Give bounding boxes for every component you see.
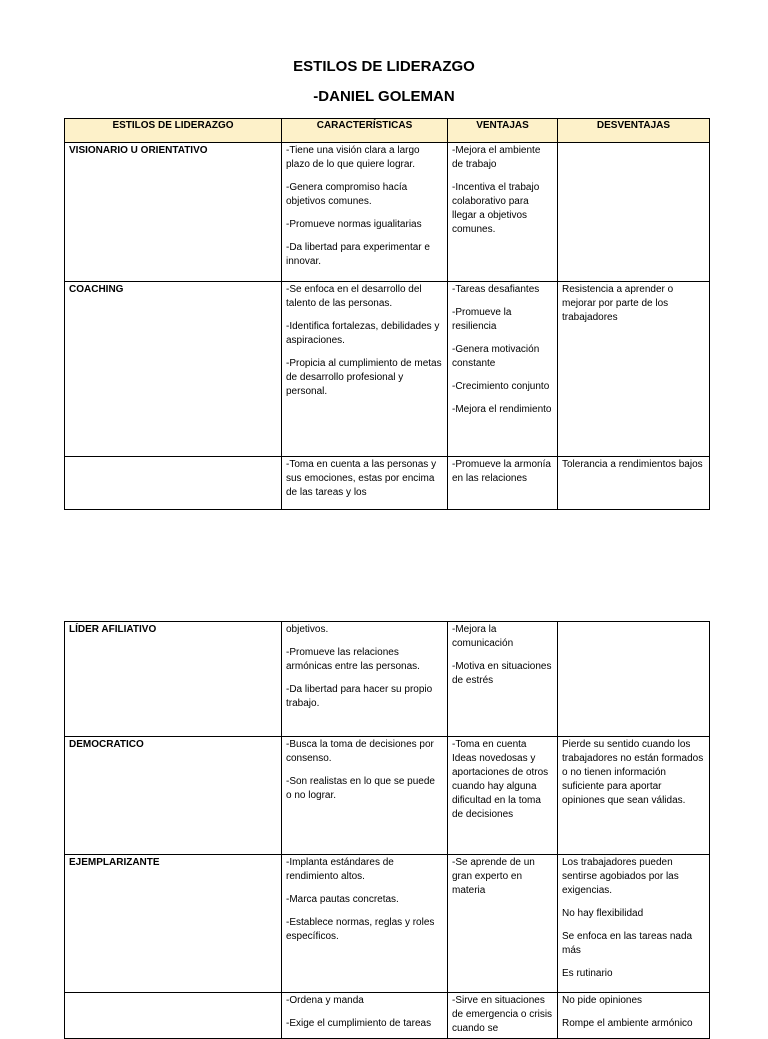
style-name-cell: COACHING (65, 282, 282, 457)
ventajas-item: -Genera motivación constante (452, 344, 540, 369)
desventajas-cell (558, 622, 710, 737)
style-name-cell: VISIONARIO U ORIENTATIVO (65, 143, 282, 282)
desventajas-item: Tolerancia a rendimientos bajos (562, 459, 703, 470)
ventajas-item: -Promueve la resiliencia (452, 307, 512, 332)
ventajas-cell (448, 993, 558, 1039)
caracteristicas-item: -Promueve normas igualitarias (286, 219, 422, 230)
caracteristicas-cell (282, 143, 448, 282)
desventajas-cell (558, 143, 710, 282)
table-row (65, 282, 710, 457)
caracteristicas-item: -Genera compromiso hacía objetivos comunes. (286, 182, 408, 207)
caracteristicas-item: -Da libertad para experimentar e innovar. (286, 242, 430, 267)
desventajas-item: Los trabajadores pueden sentirse agobiados por las exigencias. (562, 857, 679, 896)
header-desventajas: DESVENTAJAS (558, 119, 710, 143)
caracteristicas-item: -Marca pautas concretas. (286, 894, 399, 905)
table-row (65, 993, 710, 1039)
ventajas-item: -Sirve en situaciones de emergencia o crisis cuando se (452, 995, 553, 1034)
header-estilos: ESTILOS DE LIDERAZGO (65, 119, 282, 143)
style-name-cell (65, 457, 282, 510)
ventajas-cell (448, 737, 558, 855)
ventajas-item: -Toma en cuenta Ideas novedosas y aportaciones de otros cuando hay alguna dificultad en la toma de decisiones (452, 739, 549, 820)
caracteristicas-item: -Busca la toma de decisiones por consenso. (286, 739, 434, 764)
document-title: ESTILOS DE LIDERAZGO (293, 58, 475, 75)
desventajas-item: No pide opiniones (562, 995, 643, 1006)
caracteristicas-cell (282, 282, 448, 457)
ventajas-cell (448, 457, 558, 510)
caracteristicas-item: -Son realistas en lo que se puede o no lograr. (286, 776, 435, 801)
desventajas-cell (558, 993, 710, 1039)
caracteristicas-item: -Promueve las relaciones armónicas entre las personas. (286, 647, 420, 672)
style-name-cell: DEMOCRATICO (65, 737, 282, 855)
desventajas-item: Pierde su sentido cuando los trabajadores no están formados o no tienen información suficiente para aportar opiniones que sean válidas. (562, 739, 704, 806)
ventajas-item: -Promueve la armonía en las relaciones (452, 459, 551, 484)
caracteristicas-cell (282, 622, 448, 737)
header-ventajas: VENTAJAS (448, 119, 558, 143)
table-header-row (65, 119, 710, 143)
ventajas-item: -Mejora el rendimiento (452, 404, 552, 415)
style-name-cell: LÍDER AFILIATIVO (65, 622, 282, 737)
caracteristicas-cell (282, 737, 448, 855)
caracteristicas-item: -Exige el cumplimiento de tareas (286, 1018, 432, 1029)
ventajas-item: -Se aprende de un gran experto en materia (452, 857, 535, 896)
leadership-table-page-1 (64, 118, 710, 510)
caracteristicas-item: -Se enfoca en el desarrollo del talento de las personas. (286, 284, 422, 309)
ventajas-cell (448, 622, 558, 737)
desventajas-item: Resistencia a aprender o mejorar por parte de los trabajadores (562, 284, 674, 323)
ventajas-cell (448, 855, 558, 993)
desventajas-item: No hay flexibilidad (562, 908, 644, 919)
caracteristicas-cell (282, 855, 448, 993)
table-row (65, 855, 710, 993)
table-row (65, 143, 710, 282)
table-row (65, 737, 710, 855)
desventajas-cell (558, 457, 710, 510)
ventajas-cell (448, 282, 558, 457)
caracteristicas-item: -Toma en cuenta a las personas y sus emociones, estas por encima de las tareas y los (286, 459, 437, 498)
ventajas-item: -Mejora la comunicación (452, 624, 514, 649)
ventajas-cell (448, 143, 558, 282)
desventajas-item: Se enfoca en las tareas nada más (562, 931, 693, 956)
desventajas-cell (558, 737, 710, 855)
ventajas-item: -Tareas desafiantes (452, 284, 540, 295)
ventajas-item: -Incentiva el trabajo colaborativo para llegar a objetivos comunes. (452, 182, 540, 235)
caracteristicas-item: -Implanta estándares de rendimiento altos. (286, 857, 394, 882)
caracteristicas-cell (282, 457, 448, 510)
style-name-cell (65, 993, 282, 1039)
desventajas-cell (558, 855, 710, 993)
ventajas-item: -Motiva en situaciones de estrés (452, 661, 552, 686)
table-row (65, 457, 710, 510)
style-name-cell: EJEMPLARIZANTE (65, 855, 282, 993)
caracteristicas-item: -Identifica fortalezas, debilidades y aspiraciones. (286, 321, 440, 346)
caracteristicas-item: objetivos. (286, 624, 329, 635)
header-caracteristicas: CARACTERÍSTICAS (282, 119, 448, 143)
table-row (65, 622, 710, 737)
desventajas-item: Es rutinario (562, 968, 613, 979)
document-subtitle: -DANIEL GOLEMAN (313, 88, 455, 105)
caracteristicas-cell (282, 993, 448, 1039)
caracteristicas-item: -Establece normas, reglas y roles específicos. (286, 917, 435, 942)
desventajas-cell (558, 282, 710, 457)
ventajas-item: -Crecimiento conjunto (452, 381, 550, 392)
desventajas-item: Rompe el ambiente armónico (562, 1018, 693, 1029)
caracteristicas-item: -Propicia al cumplimiento de metas de desarrollo profesional y personal. (286, 358, 442, 397)
ventajas-item: -Mejora el ambiente de trabajo (452, 145, 541, 170)
caracteristicas-item: -Tiene una visión clara a largo plazo de lo que quiere lograr. (286, 145, 420, 170)
caracteristicas-item: -Da libertad para hacer su propio trabajo. (286, 684, 433, 709)
leadership-table-page-2 (64, 621, 710, 1039)
caracteristicas-item: -Ordena y manda (286, 995, 364, 1006)
